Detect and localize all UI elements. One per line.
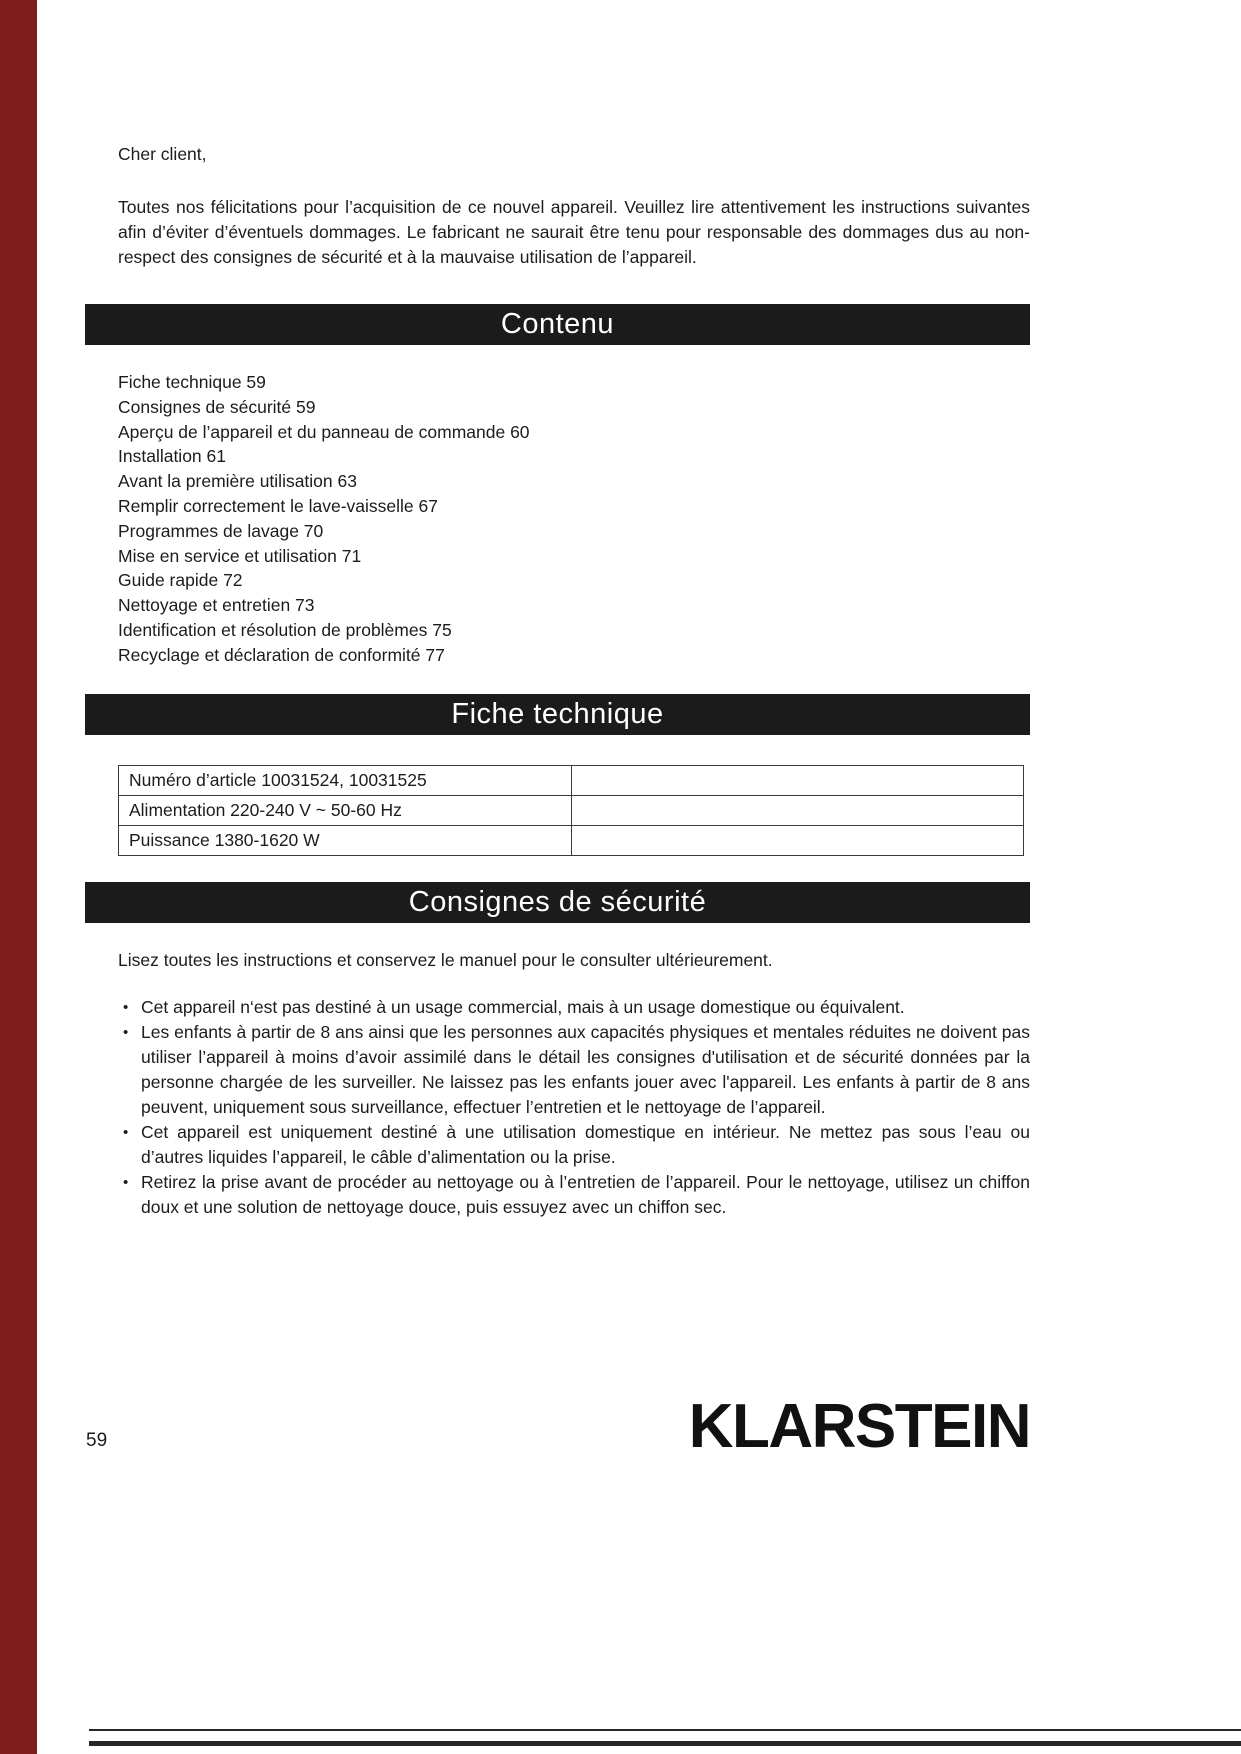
scan-artifact-line [89, 1729, 1241, 1731]
toc-item: Identification et résolution de problèmes 75 [118, 619, 452, 640]
spec-value-cell [571, 765, 1024, 795]
spec-label-cell: Numéro d’article 10031524, 10031525 [119, 765, 572, 795]
page-footer [86, 1392, 1030, 1461]
section-header-consignes-securite: Consignes de sécurité [85, 882, 1030, 923]
left-edge-red-stripe [0, 0, 37, 1754]
safety-bullet: • Retirez la prise avant de procéder au nettoyage ou à l’entretien de l’appareil. Pour le nettoyage, utilisez un chiffon doux et une solution de nettoyage douce, puis essuyez avec un chiffon sec. [118, 1170, 1030, 1220]
page-content [118, 0, 1030, 1220]
intro-paragraph: Toutes nos félicitations pour l’acquisition de ce nouvel appareil. Veuillez lire attentivement les instructions suivantes afin d’éviter d’éventuels dommages. Le fabricant ne saurait être tenu pour responsable des dommages dus au non-respect des consignes de sécurité et à la mauvaise utilisation de l’appareil. [118, 197, 1030, 267]
section-header-contenu: Contenu [85, 304, 1030, 345]
toc-item: Programmes de lavage 70 [118, 520, 324, 541]
safety-bullet: • Cet appareil est uniquement destiné à une utilisation domestique en intérieur. Ne mettez pas sous l’eau ou d’autres liquides l’appareil, le câble d’alimentation ou la prise. [118, 1120, 1030, 1170]
toc-item: Guide rapide 72 [118, 570, 243, 591]
scan-artifact-line [89, 1741, 1241, 1746]
safety-bullet-list [118, 995, 1030, 1220]
toc-item: Remplir correctement le lave-vaisselle 67 [118, 495, 438, 516]
safety-bullet: • Cet appareil n‘est pas destiné à un usage commercial, mais à un usage domestique ou équivalent. [118, 995, 1030, 1020]
toc-item: Aperçu de l’appareil et du panneau de commande 60 [118, 421, 530, 442]
salutation: Cher client, [118, 144, 207, 164]
toc-item: Avant la première utilisation 63 [118, 471, 357, 492]
table-of-contents [118, 370, 1030, 668]
spec-label-cell: Puissance 1380-1620 W [119, 825, 572, 855]
brand-logo: KLARSTEIN [688, 1392, 1030, 1461]
spec-label-cell: Alimentation 220-240 V ~ 50-60 Hz [119, 795, 572, 825]
safety-intro: Lisez toutes les instructions et conservez le manuel pour le consulter ultérieurement. [118, 949, 773, 970]
toc-item: Recyclage et déclaration de conformité 77 [118, 644, 445, 665]
toc-item: Nettoyage et entretien 73 [118, 595, 315, 616]
table-row [119, 825, 1024, 855]
page-number: 59 [86, 1430, 108, 1451]
toc-item: Consignes de sécurité 59 [118, 396, 316, 417]
table-row [119, 795, 1024, 825]
toc-item: Fiche technique 59 [118, 372, 266, 392]
spec-table [118, 765, 1024, 856]
spec-value-cell [571, 825, 1024, 855]
toc-item: Installation 61 [118, 446, 226, 467]
toc-item: Mise en service et utilisation 71 [118, 545, 362, 566]
safety-bullet: • Les enfants à partir de 8 ans ainsi que les personnes aux capacités physiques et mentales réduites ne doivent pas utiliser l’appareil à moins d’avoir assimilé dans le détail les consignes d'utilisation et de sécurité données par la personne chargée de les surveiller. Ne laissez pas les enfants jouer avec l'appareil. Les enfants à partir de 8 ans peuvent, uniquement sous surveillance, effectuer l’entretien et le nettoyage de l’appareil. [118, 1020, 1030, 1120]
spec-value-cell [571, 795, 1024, 825]
table-row [119, 765, 1024, 795]
section-header-fiche-technique: Fiche technique [85, 694, 1030, 735]
